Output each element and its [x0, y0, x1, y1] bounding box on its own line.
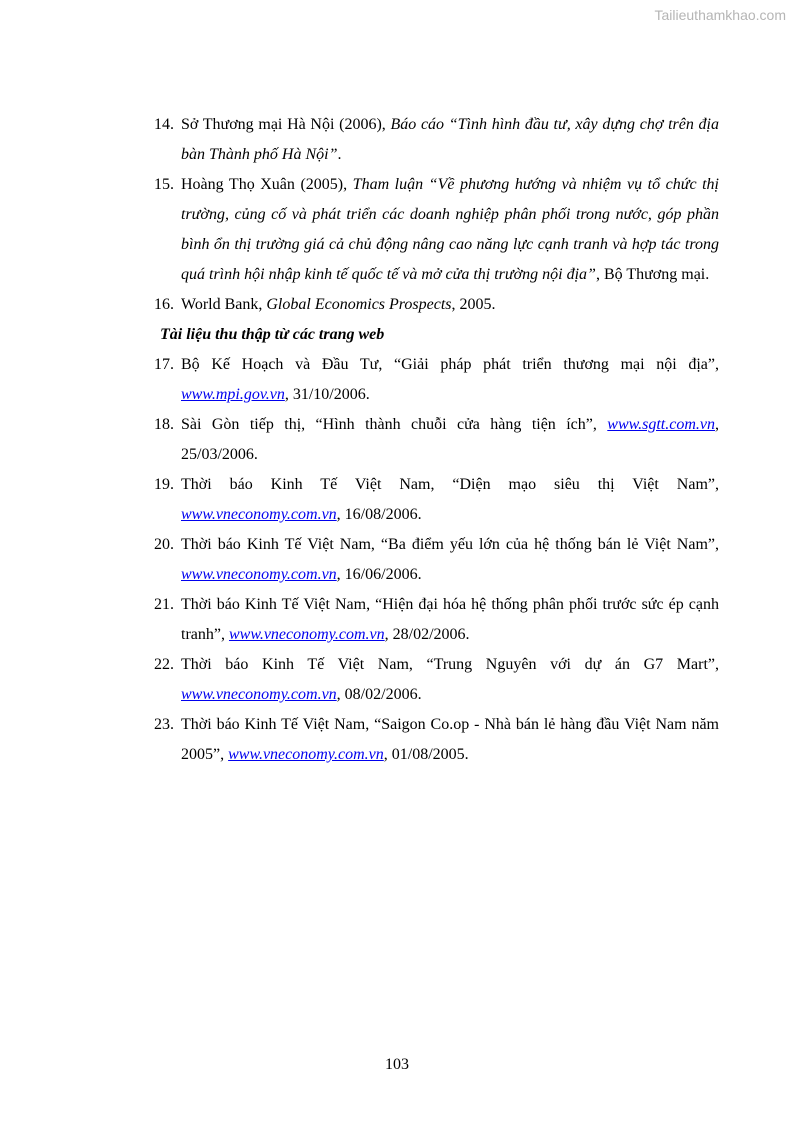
section-heading: Tài liệu thu thập từ các trang web [160, 326, 385, 343]
reference-link[interactable]: www.vneconomy.com.vn [228, 626, 385, 643]
reference-number: 20. [154, 536, 174, 553]
reference-text: Hoàng Thọ Xuân (2005), Tham luận “Về phương hướng và nhiệm vụ tổ chức thị trường, củng cố và phát triển các doanh nghiệp phân phối trong nước, góp phần bình ổn thị trường giá cả chủ động nâng cao năng lực cạnh tranh và hợp tác trong quá trình hội nhập kinh tế quốc tế và mở cửa thị trường nội địa”, Bộ Thương mại. [181, 176, 719, 283]
watermark: Tailieuthamkhao.com [654, 7, 786, 23]
reference-number: 17. [154, 356, 174, 373]
reference-item [154, 350, 719, 410]
reference-number: 22. [154, 656, 174, 673]
reference-item [154, 410, 719, 470]
reference-number: 18. [154, 416, 174, 433]
reference-item [154, 710, 719, 770]
reference-text: Thời báo Kinh Tế Việt Nam, “Ba điểm yếu lớn của hệ thống bán lẻ Việt Nam”, www.vneconomy.com.vn, 16/06/2006. [181, 536, 719, 583]
reference-list [154, 110, 719, 770]
reference-number: 14. [154, 116, 174, 133]
reference-item [154, 530, 719, 590]
reference-item [154, 290, 719, 320]
reference-item [154, 470, 719, 530]
reference-number: 21. [154, 596, 174, 613]
reference-link[interactable]: www.sgtt.com.vn [607, 416, 715, 433]
reference-number: 23. [154, 716, 174, 733]
reference-text: Thời báo Kinh Tế Việt Nam, “Hiện đại hóa hệ thống phân phối trước sức ép cạnh tranh”, www.vneconomy.com.vn, 28/02/2006. [181, 596, 719, 643]
reference-text: Thời báo Kinh Tế Việt Nam, “Diện mạo siêu thị Việt Nam”, www.vneconomy.com.vn, 16/08/2006. [181, 476, 719, 523]
reference-link[interactable]: www.vneconomy.com.vn [181, 686, 337, 703]
reference-text: Thời báo Kinh Tế Việt Nam, “Saigon Co.op - Nhà bán lẻ hàng đầu Việt Nam năm 2005”, www.vneconomy.com.vn, 01/08/2005. [181, 716, 719, 763]
reference-number: 19. [154, 476, 174, 493]
reference-link[interactable]: www.mpi.gov.vn [181, 386, 285, 403]
reference-text: Thời báo Kinh Tế Việt Nam, “Trung Nguyên với dự án G7 Mart”, www.vneconomy.com.vn, 08/02/2006. [181, 656, 719, 703]
reference-item [154, 590, 719, 650]
reference-text: Sở Thương mại Hà Nội (2006), Báo cáo “Tình hình đầu tư, xây dựng chợ trên địa bàn Thành phố Hà Nội”. [181, 116, 719, 163]
reference-number: 15. [154, 176, 174, 193]
reference-link[interactable]: www.vneconomy.com.vn [228, 746, 384, 763]
page-number: 103 [385, 1056, 409, 1073]
reference-item [154, 110, 719, 170]
reference-text: World Bank, Global Economics Prospects, 2005. [181, 296, 496, 313]
reference-item [154, 650, 719, 710]
reference-link[interactable]: www.vneconomy.com.vn [181, 566, 337, 583]
reference-link[interactable]: www.vneconomy.com.vn [181, 506, 337, 523]
reference-text: Sài Gòn tiếp thị, “Hình thành chuỗi cửa hàng tiện ích”, www.sgtt.com.vn, 25/03/2006. [181, 416, 719, 463]
reference-number: 16. [154, 296, 174, 313]
reference-item [154, 170, 719, 290]
reference-text: Bộ Kế Hoạch và Đầu Tư, “Giải pháp phát triển thương mại nội địa”, www.mpi.gov.vn, 31/10/2006. [181, 356, 719, 403]
